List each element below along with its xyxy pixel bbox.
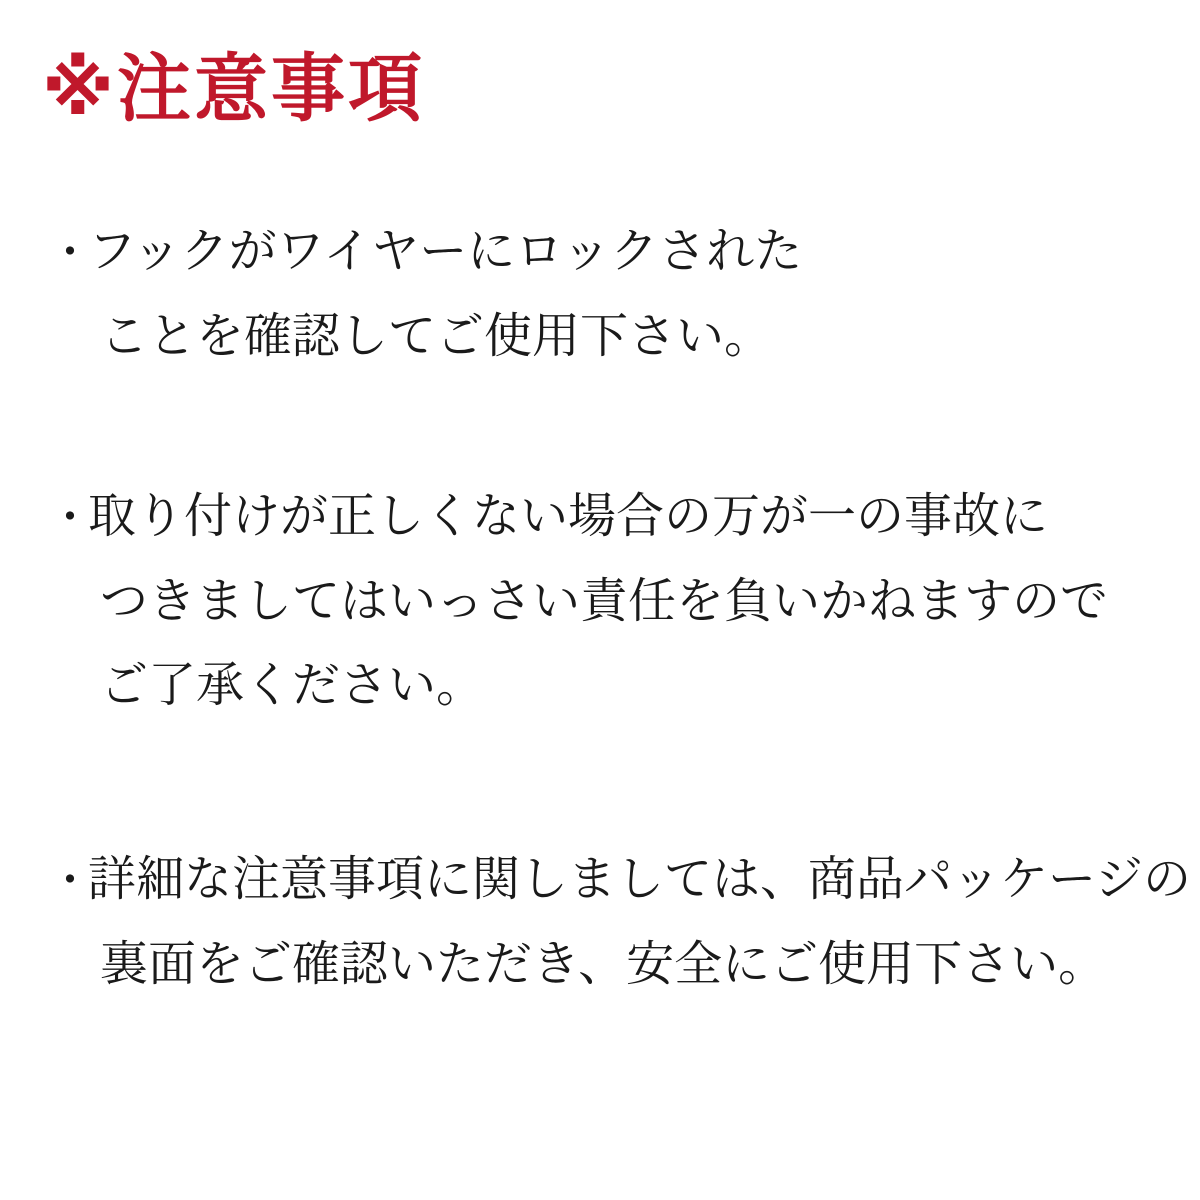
- bullet-icon: ・: [48, 856, 92, 905]
- note-line: [0, 210, 1200, 295]
- note-text: フックがワイヤーにロックされた: [88, 225, 803, 278]
- note-line: [0, 475, 1200, 560]
- note-line: ことを確認してご使用下さい。: [100, 310, 773, 363]
- note-line: ご了承ください。: [100, 659, 485, 712]
- bullet-icon: ・: [48, 228, 92, 277]
- note-line: [0, 838, 1200, 923]
- page-title: ※注意事項: [42, 47, 425, 130]
- note-line: つきましてはいっさい責任を負いかねますので: [100, 575, 1109, 628]
- note-text: 取り付けが正しくない場合の万が一の事故に: [88, 490, 1049, 543]
- note-item-installation-liability: [0, 475, 1200, 728]
- note-text: 詳細な注意事項に関しましては、商品パッケージの: [88, 853, 1192, 906]
- note-line: 裏面をご確認いただき、安全にご使用下さい。: [100, 938, 1107, 991]
- bullet-icon: ・: [48, 493, 92, 542]
- note-item-hook-lock: [0, 210, 1200, 379]
- note-item-package-details: [0, 838, 1200, 1007]
